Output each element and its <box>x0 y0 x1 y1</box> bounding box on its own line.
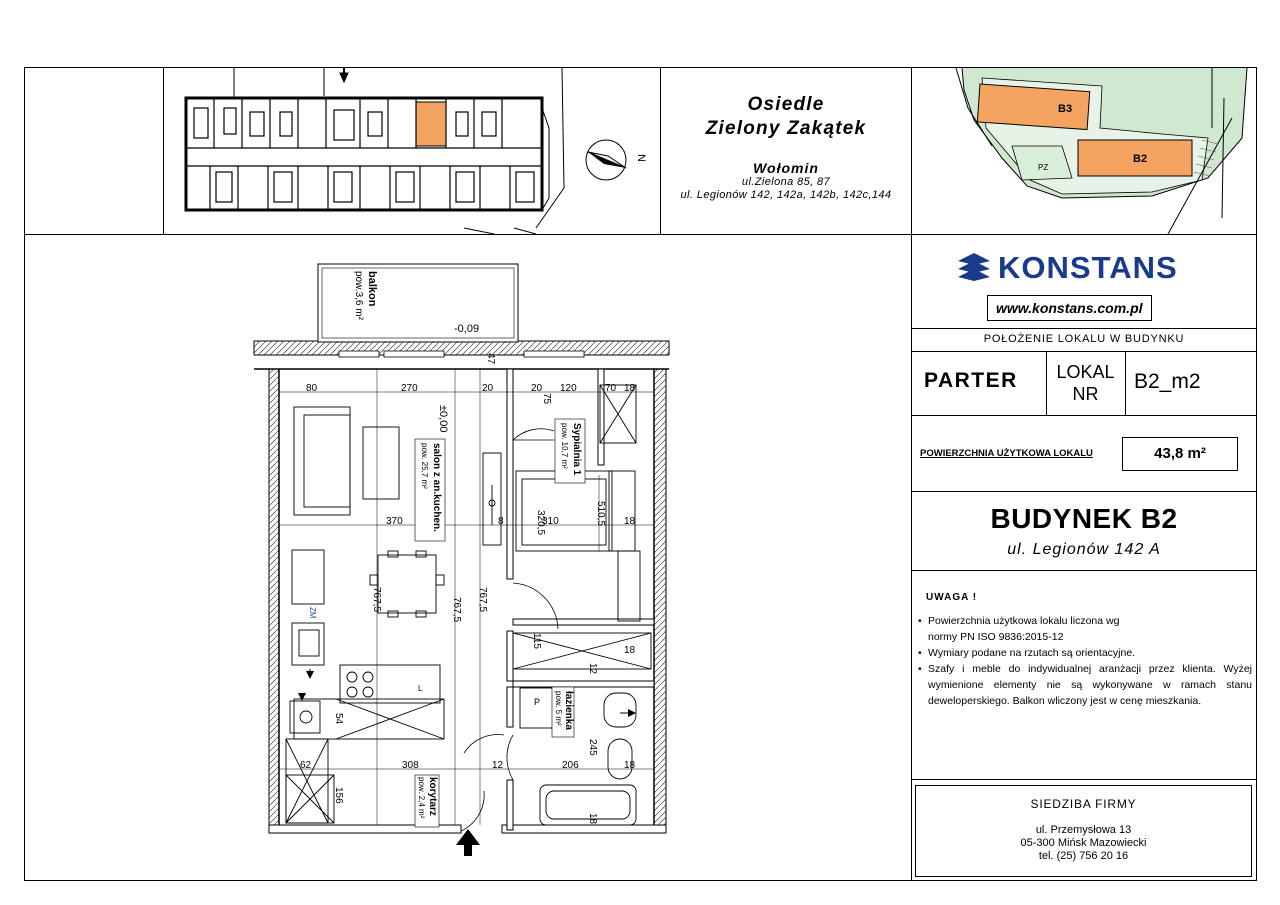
hq-line-3: tel. (25) 756 20 16 <box>1038 850 1129 862</box>
note-text: Wymiary podane na rzutach są orientacyjne. <box>928 647 1136 659</box>
floor-plan <box>24 235 910 880</box>
living-room-area: pow. 25,7 m² <box>420 443 429 489</box>
keyplan-right-divider <box>660 67 661 234</box>
bathroom-fixtures <box>520 688 636 825</box>
dim-label: 80 <box>306 383 318 394</box>
sidebar-line-5 <box>911 570 1257 571</box>
dim-label: 18 <box>624 516 636 527</box>
dim-label: 70 <box>605 383 617 394</box>
dim-label: 767,5 <box>451 597 462 623</box>
dim-label: 62 <box>300 760 312 771</box>
room-label-bathroom <box>552 687 574 737</box>
sidebar-line-4 <box>911 491 1257 492</box>
level-outside: -0,09 <box>454 323 480 335</box>
floor-label: PARTER <box>924 369 1018 392</box>
notes-list <box>918 613 1252 709</box>
location-section-title: POŁOŻENIE LOKALU W BUDYNKU <box>983 333 1185 345</box>
lokal-label-1: LOKAL <box>1056 362 1115 382</box>
site-b3-label: B3 <box>1058 103 1073 115</box>
dim-label: 47 <box>485 353 496 365</box>
bath-p-label: P <box>534 697 541 707</box>
hq-line-1: ul. Przemysłowa 13 <box>1035 824 1132 836</box>
building-key-plan <box>164 68 660 234</box>
dim-label: 320,5 <box>535 510 546 536</box>
notes-title: UWAGA ! <box>926 592 978 603</box>
dim-label: 120 <box>560 383 577 394</box>
company-logo <box>956 250 1178 286</box>
balcony-name: balkon <box>366 271 378 307</box>
level-inside: ±0,00 <box>437 405 449 433</box>
dim-label: 206 <box>562 760 579 771</box>
project-name-2: Zielony Zakątek <box>705 118 867 139</box>
room-label-living <box>415 439 445 541</box>
hq-address <box>915 824 1252 863</box>
room-label-hall <box>415 775 439 827</box>
dim-label: 18 <box>624 645 636 656</box>
bedroom-area: pow. 10,7 m² <box>560 423 569 469</box>
dim-label: 18 <box>624 383 636 394</box>
dim-label: 20 <box>482 383 494 394</box>
dim-label: 8 <box>498 516 504 527</box>
north-label: N <box>635 154 647 162</box>
lokal-label <box>1046 361 1125 405</box>
hall-furniture <box>286 775 334 823</box>
site-plan <box>912 68 1256 234</box>
hq-title: SIEDZIBA FIRMY <box>1030 797 1137 811</box>
balcony <box>318 264 518 342</box>
dim-label: 156 <box>333 787 344 804</box>
sidebar-line-3 <box>911 415 1257 416</box>
site-b2-label: B2 <box>1133 153 1148 165</box>
building-name: BUDYNEK B2 <box>990 503 1178 534</box>
lokal-label-2: NR <box>1072 384 1099 404</box>
company-name: KONSTANS <box>998 250 1178 285</box>
note-item: • Powierzchnia użytkowa lokalu liczona wg normy PN ISO 9836:2015-12 <box>918 613 1252 645</box>
lokal-number: B2_m2 <box>1134 370 1201 393</box>
dim-label: 18 <box>624 760 636 771</box>
dim-label: 270 <box>401 383 418 394</box>
project-name-1: Osiedle <box>747 94 825 115</box>
bedroom-name: Sypialnia 1 <box>571 423 582 476</box>
dim-label: 75 <box>541 393 552 405</box>
vent-arrow-icon <box>298 669 636 717</box>
project-street-2: ul. Legionów 142, 142a, 142b, 142c,144 <box>680 189 892 201</box>
hall-name: korytarz <box>427 777 438 816</box>
room-label-bedroom <box>555 419 585 483</box>
balcony-area: pow.3,6 m² <box>353 271 364 320</box>
dim-label: 308 <box>402 760 419 771</box>
sidebar-line-1 <box>911 328 1257 329</box>
dim-label: 54 <box>333 713 344 725</box>
project-street-1: ul.Zielona 85, 87 <box>741 176 831 188</box>
note-text: Powierzchnia użytkowa lokalu liczona wg normy PN ISO 9836:2015-12 <box>928 615 1120 643</box>
project-city: Wołomin <box>753 160 819 176</box>
note-item: • Szafy i meble do indywidualnej aranżacji przez klienta. Wyżej wymienione elementy nie są wykonywane w ramach stanu deweloperskiego. Balkon wliczony jest w cenę mieszkania. <box>918 663 1252 707</box>
building-address: ul. Legionów 142 A <box>1007 541 1161 558</box>
note-item: • Wymiary podane na rzutach są orientacyjne. <box>918 647 1136 659</box>
area-label: POWIERZCHNIA UŻYTKOWA LOKALU <box>920 448 1093 459</box>
dim-label: 310 <box>542 516 559 527</box>
kitchen-l-label: L <box>418 684 423 693</box>
dim-label: 767,5 <box>371 587 382 613</box>
hq-line-2: 05-300 Mińsk Mazowiecki <box>1020 837 1147 849</box>
area-value: 43,8 m² <box>1122 437 1238 471</box>
zm-label: ZM <box>308 607 317 619</box>
bathroom-name: łazienka <box>563 691 574 730</box>
dim-label: 20 <box>531 383 543 394</box>
site-parking-label: PZ <box>1038 163 1049 172</box>
sidebar-vline-2 <box>1125 351 1126 415</box>
sidebar-line-6 <box>911 779 1257 780</box>
konstans-logo-icon <box>956 251 992 285</box>
north-arrow-icon <box>586 140 626 180</box>
dim-label: 245 <box>587 739 598 756</box>
dim-label: 115 <box>531 633 542 649</box>
dim-label: 12 <box>587 663 598 675</box>
living-furniture <box>286 407 501 823</box>
bathroom-area: pow. 5 m² <box>554 691 563 726</box>
dim-label: 510,5 <box>595 501 606 527</box>
dim-label: 12 <box>492 760 504 771</box>
company-url[interactable]: www.konstans.com.pl <box>987 295 1152 321</box>
living-room-name: salon z an.kuchen. <box>431 443 442 532</box>
dim-label: 370 <box>386 516 403 527</box>
note-text: Szafy i meble do indywidualnej aranżacji przez klienta. Wyżej wymienione elementy nie są wykonywane w ramach stanu deweloperskiego. Balkon wliczony jest w cenę mieszkania. <box>928 663 1252 707</box>
sidebar-line-2 <box>911 351 1257 352</box>
dim-label: 767,5 <box>477 587 488 613</box>
hall-area: pow. 2,4 m² <box>417 777 426 819</box>
dim-label: 18 <box>587 813 598 825</box>
